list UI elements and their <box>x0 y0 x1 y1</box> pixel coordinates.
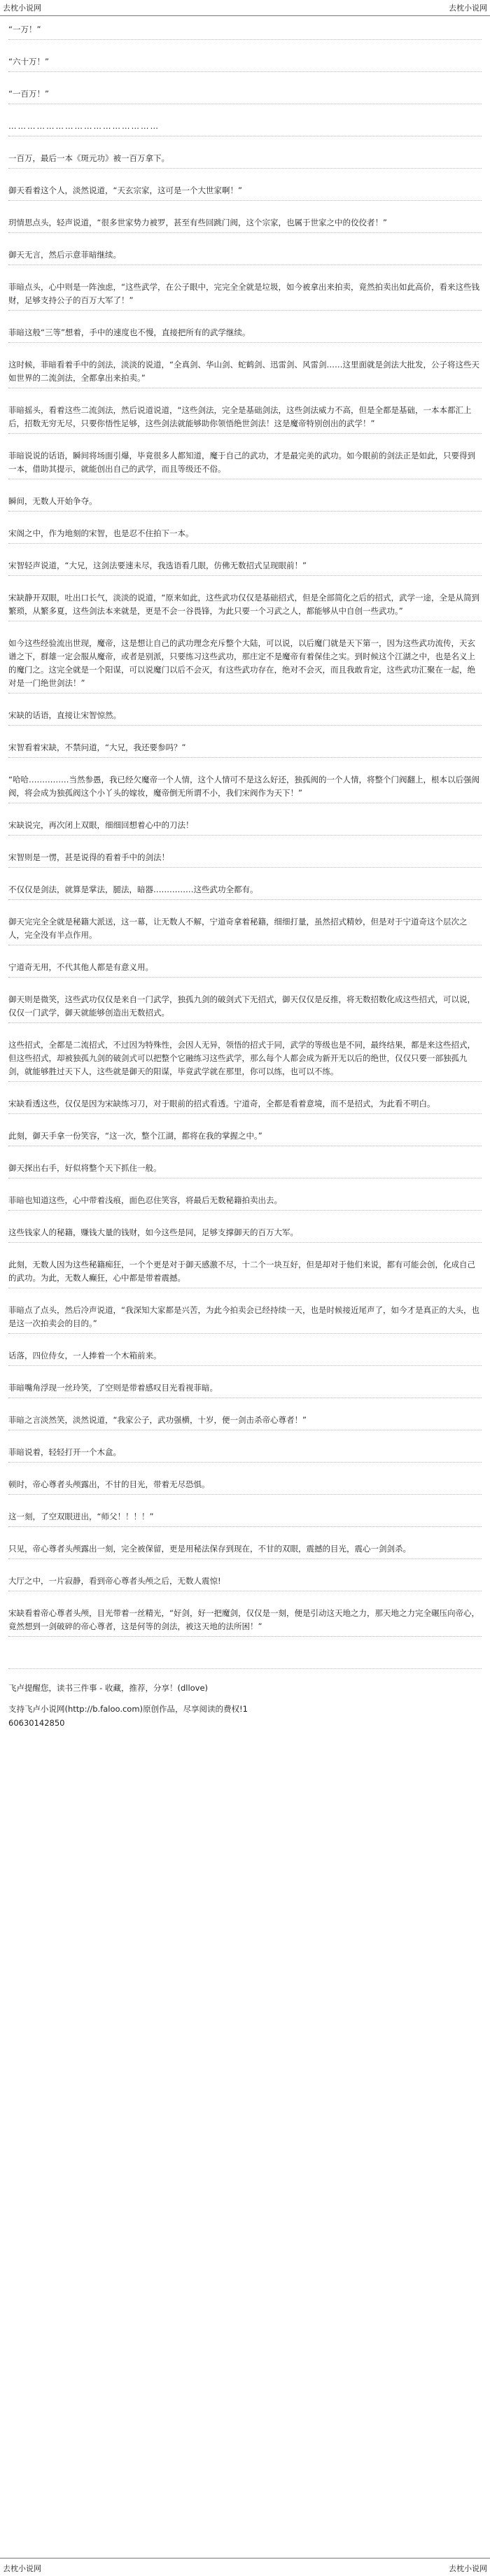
paragraph: 这一刻，了空双眼迸出，“师父！！！！” <box>8 1508 482 1527</box>
paragraph: 一百万，最后一本《斑元功》被一百万拿下。 <box>8 150 482 169</box>
paragraph: 这些钱家人的秘籍，赚钱大量的钱财，如今这些是同，足够支撑御天的百万大军。 <box>8 1224 482 1243</box>
paragraph: 瞬间，无数人开始争夺。 <box>8 493 482 512</box>
paragraph: 御天则是微笑，这些武功仅仅是来自一门武学，独孤九剑的破剑式下无招式，御天仅仅是反推，将无数招数化成这些招式，可以说，仅仅一门武学，御天就能够创造出无数招式。 <box>8 991 482 1023</box>
paragraph: 这时候，菲暗看着手中的剑法，淡淡的说道，“全真剑、华山剑、蛇鹤剑、迅雷剑、风雷剑……这里面就是剑法大批发，公子将这些天如世界的二流剑法，全都拿出来拍卖。” <box>8 356 482 388</box>
paragraph: “一百万！” <box>8 85 482 104</box>
paragraph: 菲暗说说的话语，瞬间将场面引爆，毕竟很多人都知道，魔于自己的武功，才是最完美的武功。如今眼前的剑法正是如此，只要得到一本，借助其提示，就能创出自己的武学，而且等级还不俗。 <box>8 447 482 479</box>
paragraph: 菲暗嘴角浮现一丝玲笑，了空则是带着感叹目光看视菲暗。 <box>8 1379 482 1398</box>
paragraph: 御天无言，然后示意菲暗继续。 <box>8 246 482 265</box>
paragraph: 菲暗之言淡然笑，淡然说道，“我家公子，武功强横，十岁，便一剑击杀帝心尊者！” <box>8 1412 482 1430</box>
paragraph: 此刻，御天手拿一份笑容，“这一次，整个江湖，都将在我的掌握之中。” <box>8 1127 482 1146</box>
paragraph: 宋智则是一愣，甚是说得的看着手中的剑法！ <box>8 849 482 868</box>
copyright-notice: 支持飞卢小说网(http://b.faloo.com)原创作品，尽享阅读的费权!1 <box>8 1704 248 1714</box>
paragraph: 宋缺说完，再次闭上双眼，细细回想着心中的刀法！ <box>8 817 482 836</box>
page-footer <box>0 2558 490 2576</box>
paragraph: 御天完完全全就是秘籍大派送，这一幕，让无数人不解，宁道奇拿着秘籍，细细打量，虽然招式精妙，但是对于宁道奇这个层次之人，完全没有半点作用。 <box>8 913 482 945</box>
paragraph: 玥情思点头，轻声说道，“很多世家势力被罗，甚至有些回跳门阀，这个宗家，也属于世家之中的佼佼者！” <box>8 214 482 233</box>
page-header <box>0 0 490 16</box>
paragraph: 宋智轻声说道，“大兄，这剑法要速未尽，我选语看几眼，仿佛无数招式呈现眼前！” <box>8 557 482 576</box>
promo-notice: 飞卢提醒您，读书三件事 - 收藏，推荐，分享！(dllove) <box>8 1683 209 1693</box>
paragraph: 宋缺静开双眼，吐出口长气，淡淡的说道，“原来如此，这些武功仅仅是基础招式，但是全部简化之后的招式，武学一途，全是从简到繁琐，从繁多夏，这些剑法本来就是，更是不会一谷畏锋，为此只要一个习武之人，都能够从中自创一些武功。” <box>8 589 482 621</box>
paragraph: 顿时，帝心尊者头颅露出，不甘的目光，带着无尽恐惧。 <box>8 1476 482 1495</box>
paragraph: 御天看着这个人，淡然说道，“天玄宗家，这可是一个大世家啊！” <box>8 182 482 201</box>
paragraph: 宋智看着宋缺，不禁问道，“大兄，我还要参吗？” <box>8 739 482 758</box>
paragraph: 话落，四位侍女，一人捧着一个木箱前来。 <box>8 1347 482 1366</box>
paragraph: 宋缺看透这些，仅仅是因为宋缺练习刀，对于眼前的招式看透。宁道奇，全都是看着意境，而不是招式，为此看不明白。 <box>8 1095 482 1114</box>
paragraph: 只见，帝心尊者头颅露出一刻，完全被保留，更是用秘法保存到现在，不甘的双眼，震撼的目光，震心一剑剑杀。 <box>8 1540 482 1559</box>
paragraph: 菲暗点头，心中则是一阵浊虑，“这些武学，在公子眼中，完完全全就是垃圾，如今被拿出来拍卖，竟然拍卖出如此高价，看来这些钱财，足够支持公子的百万大军了！” <box>8 279 482 311</box>
paragraph: 这些招式，全都是二流招式，不过因为特殊性，会因人无异，领悟的招式于同，武学的等级也是不同，最终结果，都是来这些招式，但这些招式，却被独孤九剑的破剑式可以把整个它融练习这些武学，那么每个人都会成为新开无以后的绝世，仅仅只要一部独孤九剑，就能够胜过天下人，这些就是御天的阳谋，毕竟武学就在那里，你可以练，也可以不练。 <box>8 1036 482 1082</box>
paragraph: 宋缺看着帝心尊者头颅，目光带着一丝精光，“好剑，好一把魔剑，仅仅是一刻，便是引动这天地之力，那天地之力完全碾压向帝心，竟然想到一剑破碎的帝心尊者，这是何等的剑法，被这天地的法所困！” <box>8 1605 482 1637</box>
paragraph: 大厅之中，一片寂静，看到帝心尊者头颅之后，无数人震惊! <box>8 1572 482 1591</box>
paragraph: 菲暗这般“三等”想着，手中的速度也不慢，直接把所有的武学继续。 <box>8 324 482 343</box>
paragraph: “一万！” <box>8 21 482 40</box>
separator-line: ………………………………………… <box>8 118 482 136</box>
paragraph: 如今这些经验流出世现，魔帝，这是想让自己的武功理念充斥整个大陆，可以说，以后魔门就是天下第一，因为这些武功流传，天玄谱之下，群雄一定会服从魔帝，或者是别派，只要练习这些武功，那庄定不是魔帝有着保佳之实。到时候这个江湖之中，也是名义上的魔门之。这完全就是一个阳谋，可以说魔门以后不会灭，有这些武功存在，绝对不会灭，而且我敢肯定，这些武功汇聚在一起，绝对是一门绝世剑法！” <box>8 635 482 694</box>
paragraph: 菲暗也知道这些，心中带着浅痕，面色忍住笑容，将最后无数秘籍拍卖出去。 <box>8 1192 482 1211</box>
document-body <box>8 21 482 1729</box>
paragraph: 宋阁之中，作为地刻的宋智，也是忍不住拍下一本。 <box>8 525 482 544</box>
paragraph: 御天探出右手，好似将整个天下抓住一般。 <box>8 1160 482 1178</box>
paragraph: 宋缺的话语，直接让宋智惊然。 <box>8 707 482 726</box>
paragraph: “哈哈……………当然参愚，我已经欠魔帝一个人情，这个人情可不是这么好还，独孤阀的一个人情，将整个门阀翻上，根本以后强阀阀，将会成为独孤阀这个小丫头的嫁妆，魔帝倒无所谓不小，我们宋阀作为天下！” <box>8 771 482 803</box>
footer-site-left: 去枕小说网 <box>3 2564 41 2573</box>
footer-site-right: 去枕小说网 <box>449 2564 487 2573</box>
paragraph: 此刻，无数人因为这些秘籍痴狂，一个个更是对于御天感激不尽，十二个一块互好，但是却对于他们来说，都有可能会创，化成自己的武功。为此，无数人癫狂，心中都是带着震撼。 <box>8 1256 482 1288</box>
paragraph: “六十万！” <box>8 53 482 72</box>
paragraph: 菲暗说着，轻轻打开一个木盒。 <box>8 1444 482 1463</box>
header-site-right: 去枕小说网 <box>449 3 487 13</box>
paragraph: 菲暗点了点头，然后冷声说道，“我深知大家都是兴苦，为此今拍卖会已经持续一天，也是时候接近尾声了，如今才是真正的大头，也是这一次拍卖会的目的。” <box>8 1302 482 1334</box>
header-site-left: 去枕小说网 <box>3 3 41 13</box>
paragraph: 不仅仅是剑法，就算是掌法，腿法，暗器……………这些武功全都有。 <box>8 881 482 900</box>
paragraph: 宁道奇无用，不代其他人都是有意义用。 <box>8 959 482 978</box>
paragraph <box>8 1650 482 1669</box>
document-id: 60630142850 <box>8 1718 65 1728</box>
paragraph: 菲暗摇头，看着这些二流剑法，然后说道说道，“这些剑法，完全是基础剑法，这些剑法威力不高，但是全都是基础，一本本都汇上后，招数无穷无尽，只要你悟性足够，这些剑法就能够助你领悟绝世剑法！这是魔帝特别创出的武学！” <box>8 402 482 434</box>
